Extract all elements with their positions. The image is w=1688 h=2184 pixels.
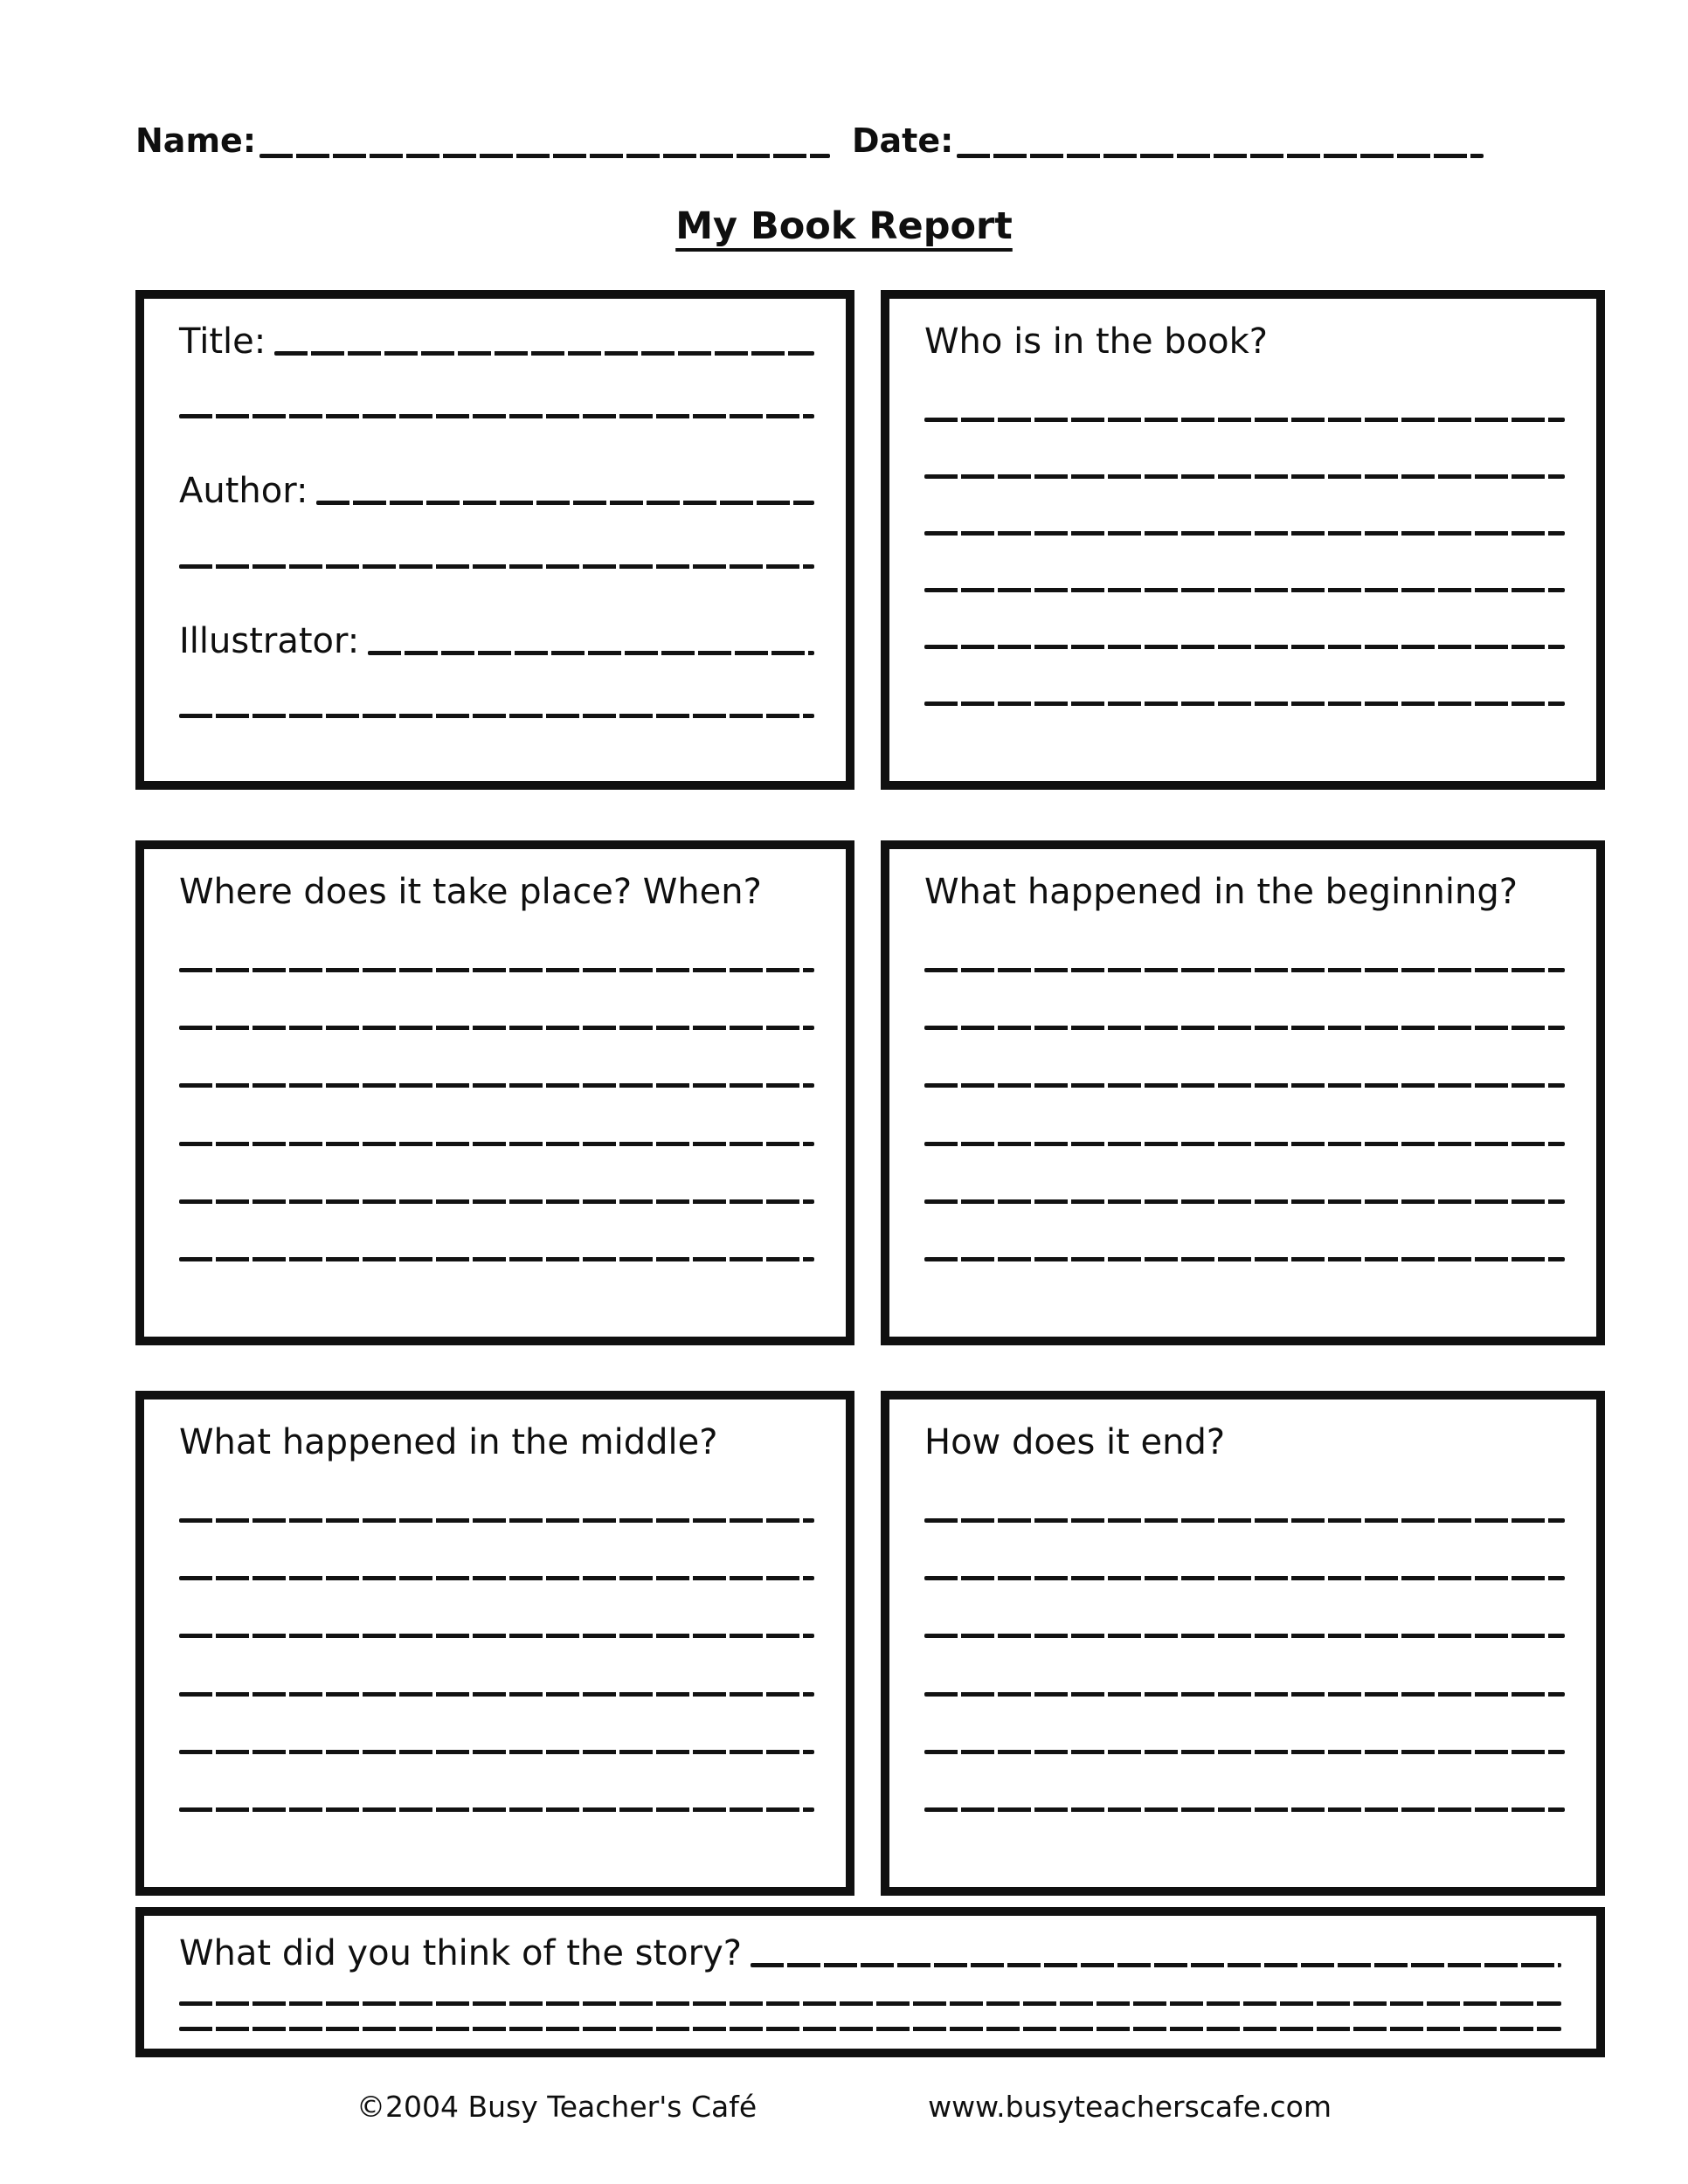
footer bbox=[0, 2090, 1688, 2124]
illustrator-blank-line bbox=[368, 651, 814, 655]
writing-line bbox=[179, 564, 814, 569]
writing-line bbox=[924, 1692, 1565, 1697]
name-blank-line bbox=[259, 154, 830, 158]
who-question: Who is in the book? bbox=[924, 321, 1269, 362]
illustrator-label: Illustrator: bbox=[179, 620, 360, 661]
footer-copyright: ©2004 Busy Teacher's Café bbox=[356, 2090, 758, 2124]
writing-line bbox=[179, 2027, 1561, 2031]
writing-line bbox=[924, 1576, 1565, 1580]
date-label: Date: bbox=[852, 121, 954, 160]
writing-line bbox=[179, 414, 814, 418]
writing-line bbox=[179, 1083, 814, 1088]
writing-line bbox=[179, 1518, 814, 1523]
beginning-question: What happened in the beginning? bbox=[924, 872, 1518, 912]
writing-line bbox=[179, 968, 814, 972]
opinion-blank-line bbox=[751, 1963, 1561, 1967]
writing-line bbox=[924, 702, 1565, 706]
writing-line bbox=[179, 1026, 814, 1030]
date-blank-line bbox=[957, 154, 1484, 158]
writing-line bbox=[179, 1142, 814, 1146]
writing-line bbox=[179, 1692, 814, 1697]
middle-box bbox=[135, 1391, 854, 1896]
opinion-lines bbox=[179, 2001, 1561, 2031]
who-box bbox=[881, 290, 1605, 790]
writing-line bbox=[924, 531, 1565, 536]
where-box bbox=[135, 840, 854, 1345]
writing-line bbox=[179, 1750, 814, 1754]
writing-line bbox=[179, 1634, 814, 1638]
writing-line bbox=[924, 645, 1565, 649]
book-info-box bbox=[135, 290, 854, 790]
writing-line bbox=[924, 1199, 1565, 1204]
page-title: My Book Report bbox=[675, 204, 1013, 248]
author-blank-line bbox=[316, 501, 814, 505]
end-box bbox=[881, 1391, 1605, 1896]
writing-line bbox=[924, 1026, 1565, 1030]
writing-line bbox=[179, 1807, 814, 1812]
writing-line bbox=[924, 1083, 1565, 1088]
end-question: How does it end? bbox=[924, 1422, 1226, 1462]
writing-line bbox=[924, 1807, 1565, 1812]
who-lines bbox=[924, 418, 1565, 706]
writing-line bbox=[179, 1257, 814, 1261]
writing-line bbox=[179, 2001, 1561, 2006]
opinion-question-row bbox=[179, 1933, 1561, 1973]
middle-lines bbox=[179, 1518, 814, 1812]
footer-website: www.busyteacherscafe.com bbox=[928, 2090, 1332, 2124]
writing-line bbox=[179, 714, 814, 718]
middle-question: What happened in the middle? bbox=[179, 1422, 718, 1462]
beginning-lines bbox=[924, 968, 1565, 1261]
writing-line bbox=[179, 1199, 814, 1204]
title-label: Title: bbox=[179, 321, 266, 362]
beginning-box bbox=[881, 840, 1605, 1345]
author-label: Author: bbox=[179, 471, 308, 512]
end-lines bbox=[924, 1518, 1565, 1812]
writing-line bbox=[924, 1518, 1565, 1523]
name-field bbox=[135, 122, 830, 161]
name-date-row bbox=[135, 122, 1484, 161]
writing-line bbox=[924, 474, 1565, 479]
date-field bbox=[852, 122, 1484, 161]
title-row bbox=[179, 321, 814, 362]
opinion-question: What did you think of the story? bbox=[179, 1933, 742, 1973]
name-label: Name: bbox=[135, 121, 257, 160]
writing-line bbox=[924, 1257, 1565, 1261]
title-blank-line bbox=[274, 351, 814, 356]
where-lines bbox=[179, 968, 814, 1261]
opinion-box bbox=[135, 1907, 1605, 2057]
writing-line bbox=[924, 1142, 1565, 1146]
author-row bbox=[179, 471, 814, 511]
writing-line bbox=[179, 1576, 814, 1580]
writing-line bbox=[924, 968, 1565, 972]
writing-line bbox=[924, 1634, 1565, 1638]
where-question: Where does it take place? When? bbox=[179, 872, 762, 912]
illustrator-row bbox=[179, 621, 814, 661]
writing-line bbox=[924, 1750, 1565, 1754]
writing-line bbox=[924, 418, 1565, 422]
writing-line bbox=[924, 588, 1565, 592]
